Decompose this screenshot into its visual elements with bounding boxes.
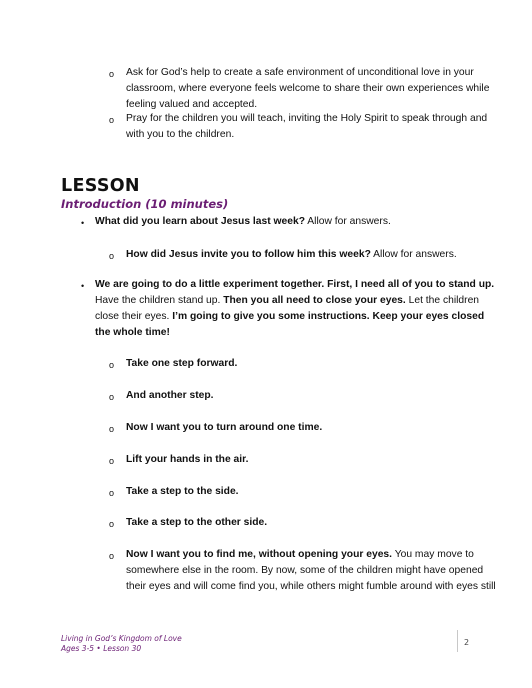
prep-item-2-line-2: with you to the children. [126, 129, 235, 140]
final-step-line-2: somewhere else in the room. By now, some of the children might have opened [126, 565, 484, 576]
prep-item-1-line-2: classroom, where everyone feels welcome to share their own experiences while [126, 83, 490, 94]
step-item: Take a step to the side. [126, 486, 239, 497]
final-step-note: You may move to [392, 549, 474, 560]
list-marker: o [109, 360, 115, 370]
page-number: 2 [464, 638, 470, 647]
list-marker: o [109, 456, 115, 466]
list-marker: o [109, 69, 115, 79]
question-2-bold: How did Jesus invite you to follow him this week? [126, 249, 371, 260]
experiment-line-1: We are going to do a little experiment together. First, I need all of you to stand up. [95, 279, 495, 290]
experiment-line-4: the whole time! [95, 327, 170, 338]
prep-item-1-line-3: feeling valued and accepted. [126, 99, 258, 110]
experiment-line-2 [95, 294, 479, 307]
experiment-instruction: Then you all need to close your eyes. [223, 295, 406, 306]
experiment-direction-end: Let the children [405, 295, 480, 306]
footer-divider [457, 630, 458, 652]
experiment-direction: Have the children stand up. [95, 295, 224, 306]
bullet-marker: • [81, 281, 85, 291]
question-2 [126, 248, 457, 261]
step-item: And another step. [126, 390, 214, 401]
footer-title: Living in God’s Kingdom of Love [61, 634, 182, 643]
question-1-note: Allow for answers. [305, 216, 391, 227]
step-item: Take a step to the other side. [126, 517, 268, 528]
experiment-instruction-2: I’m going to give you some instructions. Keep your eyes closed [172, 311, 485, 322]
bullet-marker: • [81, 218, 85, 228]
list-marker: o [109, 115, 115, 125]
section-heading: LESSON [61, 176, 140, 196]
list-marker: o [109, 392, 115, 402]
list-marker: o [109, 251, 115, 261]
experiment-line-3 [95, 310, 484, 323]
question-1-bold: What did you learn about Jesus last week? [95, 216, 305, 227]
list-marker: o [109, 488, 115, 498]
prep-item-1-line-1: Ask for God’s help to create a safe environment of unconditional love in your [126, 67, 474, 78]
step-item: Now I want you to turn around one time. [126, 422, 323, 433]
footer-subtitle: Ages 3-5 • Lesson 30 [61, 644, 142, 653]
prep-item-2-line-1: Pray for the children you will teach, inviting the Holy Spirit to speak through and [126, 113, 488, 124]
final-step-instruction: Now I want you to find me, without opening your eyes. [126, 549, 393, 560]
question-1 [95, 215, 391, 228]
final-step-line-1 [126, 548, 474, 561]
experiment-direction-2: close their eyes. [95, 311, 173, 322]
list-marker: o [109, 519, 115, 529]
list-marker: o [109, 424, 115, 434]
list-marker: o [109, 551, 115, 561]
final-step-line-3: their eyes and will come find you, while others might fumble around with eyes still [126, 581, 496, 592]
section-subheading: Introduction (10 minutes) [61, 197, 229, 211]
step-item: Take one step forward. [126, 358, 238, 369]
question-2-note: Allow for answers. [370, 249, 457, 260]
step-item: Lift your hands in the air. [126, 454, 249, 465]
